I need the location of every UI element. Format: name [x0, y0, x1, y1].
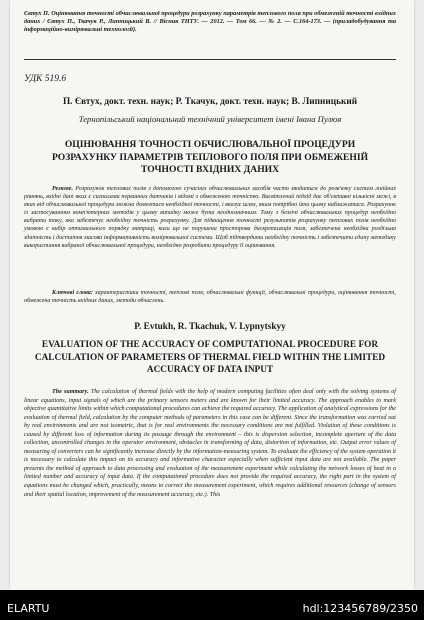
footer-bar — [0, 590, 424, 620]
udc-code: УДК 519.6 — [24, 74, 67, 84]
footer-handle-link[interactable]: hdl:123456789/2350 — [302, 602, 418, 615]
authors-english: P. Evtukh, R. Tkachuk, V. Lypnytskyy — [134, 322, 286, 332]
abstract-english — [24, 388, 396, 499]
abstract-ua-lead: Резюме. — [52, 186, 73, 192]
abstract-en-text: The calculation of thermal fields with the help of modern computing facilities often deal only with the solving systems of linear equations, input signals of which are the primary sensors meters and are known for their limited accuracy. The approach enables to mark objective quantitative limits within which computational procedures can achieve the required accuracy. The application of analytical expressions for the evaluation of thermal field, calculation by the computer methods of parameters in this case can be different. Since the transformation was carried out by real environments and are not isometric, that is for real environments the necessary conditions are not fulfilled. Violation of these conditions is caused by different loss of information during its passage through the environment – this is dispersion selection, incomplete aperture of the data collection, uncontrolled changes in the operator environment, obstacles in transforming of data, distortion of information, etc. Output error values of measuring of converters can be significantly increase directly by the information-measuring system. To evaluate the efficiency of the system operation it is necessary to calculate this impact on its accuracy and informative character especially when sufficient input data are not available. The paper presents the method of approach to data processing and evaluation of the measurement experiment while calculating the network losses of heat in a limited number and accuracy of input data. If the computational procedure does not provide the required accuracy, the right part in the system of equations must be changed which, practically, means to correct the measurement experiment, which requires additional resources (change of sensors and their spatial location, improvement of the measurement accuracy, etc.). This — [24, 389, 397, 498]
abstract-en-lead: The summary. — [52, 389, 89, 395]
affiliation: Тернопільський національний технічний університет імені Івана Пулюя — [78, 114, 342, 124]
keywords-ua-lead: Ключові слова: — [52, 290, 93, 296]
abstract-ukrainian — [24, 185, 396, 250]
authors-ukrainian: П. Євтух, докт. техн. наук; Р. Ткачук, докт. техн. наук; В. Липницький — [62, 97, 358, 107]
footer-repository-label: ELARTU — [7, 602, 50, 615]
header-divider — [24, 59, 396, 60]
title-english: EVALUATION OF THE ACCURACY OF COMPUTATIONAL PROCEDURE FOR CALCULATION OF PARAMETERS OF THERMAL FIELD WITHIN THE LIMITED ACCURACY OF DATA INPUT — [34, 340, 386, 375]
citation-header: Євтух П. Оцінювання точності обчислювальної процедури розрахунку параметрів теплового поля при обмеженій точності вхідних даних / Євтух П., Ткачук Р., Липницький В. // Вісник ТНТУ. — 2012. — Том 66. — № 2. — С.164-173. — (приладобудування та інформаційно-вимірювальні технології). — [24, 10, 396, 33]
title-ukrainian: ОЦІНЮВАННЯ ТОЧНОСТІ ОБЧИСЛЮВАЛЬНОЇ ПРОЦЕДУРИ РОЗРАХУНКУ ПАРАМЕТРІВ ТЕПЛОВОГО ПОЛЯ ПРИ ОБМЕЖЕНІЙ ТОЧНОСТІ ВХІДНИХ ДАНИХ — [51, 139, 369, 175]
keywords-ua-text: характеристики точності, теплові поля, обчислювальні функції, обчислювальні процедури, оцінювання точності, обмежена точність вхідних даних, методи обчислень. — [24, 290, 396, 305]
abstract-ua-text: Розрахунок теплових полів з допомогою сучасних обчислювальних засобів часто зводиться до розв'язку систем лінійних рівнянь, вхідні дані яких є сигналами первинних датчиків і відомі з обмеженою точністю. Висвітлений підхід дає об'єктивні кількісні межі, в яких від обчислювальної процедури можна домогтися необхідної точності, і вказує шлях, яким потрібно йти цьому наближатися. Розрахунок із застосуванням комп'ютерних методів у цьому випадку може бути неоднозначним. Тому з безлічі обчислювальних процедур необхідно вибрати таку, яка забезпечує необхідну точність розрахунку. Для підвищення точності результатів розрахунку теплових полів необхідно умовою є вибір оптимального порядку матриці, коли ще не порушена просторова дискретизація поля, забезпечена необхідна роздільна здатність і достатня масова інформативність вимірювальної системи. Щоб підтвердити необхідну точність і забезпечити єдину методику використання вибраної обчислювальної процедури, необхідно розробити процедуру її оцінювання. — [24, 186, 396, 249]
keywords-ukrainian — [24, 289, 396, 305]
